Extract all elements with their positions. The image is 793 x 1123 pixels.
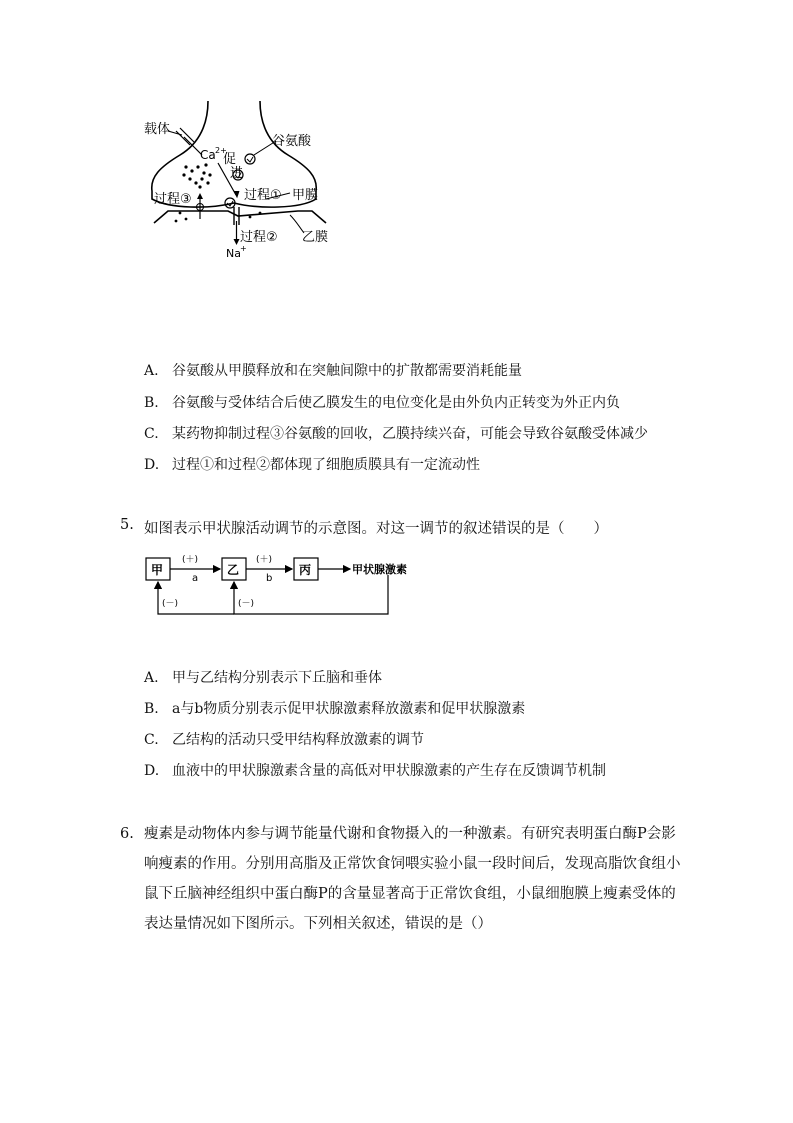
q4-option-b[interactable]: [144, 394, 620, 412]
q5-option-c[interactable]: [144, 731, 424, 749]
label-promote-1: 促: [223, 152, 237, 167]
label-minus-1: (－): [162, 599, 179, 609]
label-jia: 甲: [151, 563, 164, 577]
thyroid-regulation-diagram: [140, 548, 430, 620]
option-label: D.: [144, 457, 160, 473]
synapse-diagram: [140, 95, 340, 265]
label-b: b: [266, 573, 273, 584]
option-text: a与b物质分别表示促甲状腺激素释放激素和促甲状腺激素: [172, 701, 526, 717]
q6-line: 鼠下丘脑神经组织中蛋白酶P的含量显著高于正常饮食组，小鼠细胞膜上瘦素受体的: [144, 886, 676, 902]
option-text: 血液中的甲状腺激素含量的高低对甲状腺激素的产生存在反馈调节机制: [172, 763, 606, 779]
q5-option-a[interactable]: [144, 669, 382, 687]
option-label: D.: [144, 763, 160, 779]
label-process3: 过程③: [154, 192, 192, 207]
q6-line: 表达量情况如下图所示。下列相关叙述，错误的是（）: [144, 916, 492, 932]
label-ca: Ca: [200, 148, 216, 162]
process3-arrow: [197, 193, 204, 219]
label-process2: 过程②: [240, 230, 278, 245]
option-text: 谷氨酸从甲膜释放和在突触间隙中的扩散都需要消耗能量: [172, 363, 522, 379]
q4-option-a[interactable]: [144, 362, 522, 380]
q4-option-c[interactable]: [144, 425, 648, 443]
label-glutamate: 谷氨酸: [272, 134, 312, 149]
label-na: Na: [226, 247, 241, 260]
option-label: A.: [144, 670, 159, 686]
label-process1: 过程①: [244, 188, 282, 203]
option-text: 过程①和过程②都体现了细胞质膜具有一定流动性: [172, 457, 480, 473]
label-yi: 乙: [227, 563, 240, 577]
question-number: 6.: [120, 826, 134, 842]
label-carrier: 载体: [144, 122, 171, 137]
label-promote-2: 进: [230, 166, 244, 181]
question-text: 如图表示甲状腺活动调节的示意图。对这一调节的叙述错误的是（ ）: [144, 521, 608, 537]
label-output: 甲状腺激素: [352, 563, 407, 576]
option-text: 甲与乙结构分别表示下丘脑和垂体: [172, 670, 382, 686]
option-label: C.: [144, 426, 159, 442]
q6-line: 瘦素是动物体内参与调节能量代谢和食物摄入的一种激素。有研究表明蛋白酶P会影: [144, 826, 676, 842]
feedback-to-yi: [234, 575, 388, 614]
label-membrane-b: 乙膜: [302, 230, 329, 245]
na-channel: [234, 207, 240, 245]
q4-option-d[interactable]: [144, 456, 480, 474]
q5-option-b[interactable]: [144, 700, 525, 718]
label-ca-charge: 2+: [215, 146, 227, 155]
option-text: 谷氨酸与受体结合后使乙膜发生的电位变化是由外负内正转变为外正内负: [172, 395, 620, 411]
option-label: B.: [144, 395, 159, 411]
label-na-charge: +: [240, 244, 247, 253]
option-label: B.: [144, 701, 159, 717]
q5-stem: [120, 517, 680, 537]
q6-stem: [144, 819, 681, 939]
option-label: A.: [144, 363, 159, 379]
label-minus-2: (－): [238, 599, 255, 609]
label-plus-2: (＋): [256, 555, 273, 565]
question-number: 5.: [120, 517, 134, 533]
label-a: a: [192, 573, 199, 584]
feedback-to-jia: [158, 582, 234, 614]
label-plus-1: (＋): [182, 555, 199, 565]
label-bing: 丙: [299, 563, 312, 577]
q5-option-d[interactable]: [144, 762, 606, 780]
ca-carrier: [176, 128, 202, 155]
option-text: 乙结构的活动只受甲结构释放激素的调节: [172, 732, 424, 748]
option-text: 某药物抑制过程③谷氨酸的回收，乙膜持续兴奋，可能会导致谷氨酸受体减少: [172, 426, 648, 442]
label-membrane-a: 甲膜: [292, 188, 319, 203]
q6-line: 响瘦素的作用。分别用高脂及正常饮食饲喂实验小鼠一段时间后，发现高脂饮食组小: [144, 856, 681, 872]
option-label: C.: [144, 732, 159, 748]
